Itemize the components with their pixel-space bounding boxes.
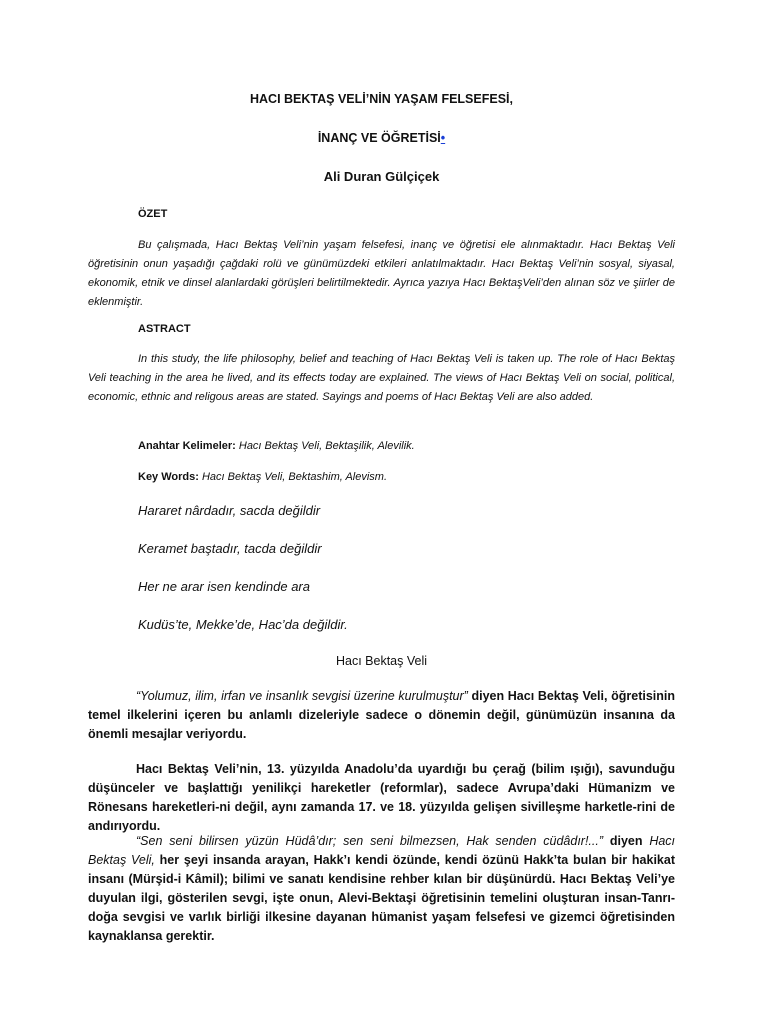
astract-paragraph: In this study, the life philosophy, belief and teaching of Hacı Bektaş Veli is taken up. The role of Hacı Bektaş Veli teaching in the area he lived, and its effects today are explained. The views of Hacı Bektaş Veli on social, political, economic, ethnic and religous areas are stated. Sayings and poems of Hacı Bektaş Veli are also added.: [88, 353, 675, 403]
paragraph-3: [88, 832, 675, 946]
paragraph-3-name: Hacı Bektaş Veli,: [88, 834, 676, 867]
keywords-tr-label: Anahtar Kelimeler:: [138, 440, 236, 452]
title-line-2: [88, 131, 675, 145]
poem-line-1: Hararet nârdadır, sacda değildir: [138, 503, 321, 518]
footnote-link[interactable]: •: [440, 131, 446, 145]
poem-line-4: Kudüs’te, Mekke’de, Hac’da değildir.: [138, 617, 348, 632]
keywords-en-label: Key Words:: [138, 471, 199, 483]
keywords-en-value: Hacı Bektaş Veli, Bektashim, Alevism.: [198, 471, 388, 483]
paragraph-1-quote: “Yolumuz, ilim, irfan ve insanlık sevgisi üzerine kurulmuştur”: [136, 689, 468, 703]
paragraph-3-text: her şeyi insanda arayan, Hakk’ı kendi özünde, kendi özünü Hakk’ta bulan bir hakikat insanı (Mürşid-i Kâmil); bilimi ve sanatı kendisine rehber kılan bir düşünürdü. Hacı Bektaş Veli’ye duyulan ilgi, gösterilen sevgi, işte onun, Alevi-Bektaşi öğretisinin temelini oluşturan insan-Tanrı-doğa sevgisi ve varlık birliği ilkesine dayanan hümanist yaşam felsefesi ve gizemci öğretisinden kaynaklansa gerektir.: [88, 853, 675, 943]
ozet-heading: ÖZET: [138, 208, 168, 220]
title-line-2-text: İNANÇ VE ÖĞRETİSİ: [317, 131, 441, 145]
paragraph-2: Hacı Bektaş Veli’nin, 13. yüzyılda Anadolu’da uyardığı bu çerağ (bilim ışığı), savunduğu düşünceler ve başlattığı yenilikçi hareketler (reformlar), sadece Avrupa’daki Hümanizm ve Rönesans hareketleri-ni değil, aynı zamanda 17. ve 18. yüzyılda gelişen sivilleşme harketle-rini de andırıyordu.: [88, 762, 675, 833]
title-line-1: HACI BEKTAŞ VELİ’NİN YAŞAM FELSEFESİ,: [249, 92, 513, 106]
poem-line-3: Her ne arar isen kendinde ara: [138, 579, 310, 594]
author-name: Ali Duran Gülçiçek: [323, 169, 440, 184]
poem-author: Hacı Bektaş Veli: [335, 654, 427, 668]
keywords-en: [138, 471, 675, 483]
paragraph-1: [88, 687, 675, 744]
poem-line-2: Keramet baştadır, tacda değildir: [138, 541, 322, 556]
astract-heading: ASTRACT: [138, 323, 191, 335]
paragraph-3-quote: “Sen seni bilirsen yüzün Hüdâ’dır; sen seni bilmezsen, Hak senden cüdâdır!...”: [136, 834, 604, 848]
keywords-tr: [138, 440, 675, 452]
keywords-tr-value: Hacı Bektaş Veli, Bektaşilik, Alevilik.: [235, 440, 415, 452]
ozet-paragraph: Bu çalışmada, Hacı Bektaş Veli’nin yaşam felsefesi, inanç ve öğretisi ele alınmaktadır. Hacı Bektaş Veli öğretisinin onun yaşadığı çağdaki rolü ve günümüzdeki etkileri anlatılmaktadır. Hacı Bektaş Veli’nin sosyal, siyasal, ekonomik, etnik ve dinsel alanlardaki görüşleri belirtilmektedir. Ayrıca yazıya Hacı BektaşVeli’den alınan söz ve şiirler de eklenmiştir.: [88, 239, 675, 308]
paragraph-3-mid: diyen: [603, 834, 650, 848]
paragraph-1-text: diyen Hacı Bektaş Veli, öğretisinin temel ilkelerini içeren bu anlamlı dizeleriyle sadece o dönemin değil, günümüzün insanına da önemli mesajlar veriyordu.: [88, 689, 676, 741]
